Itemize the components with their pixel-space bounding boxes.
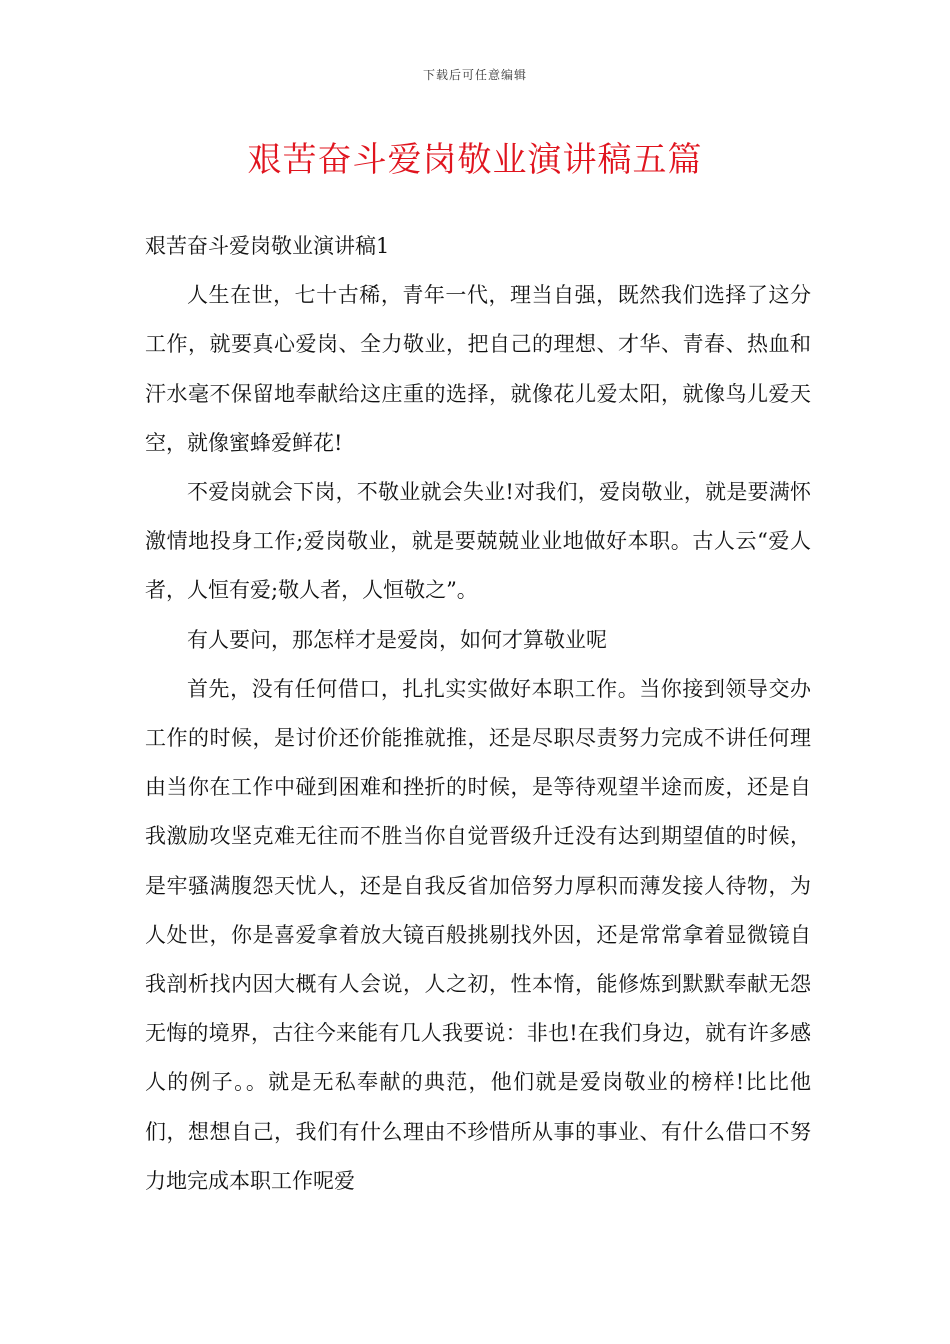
paragraph: 人生在世，七十古稀，青年一代，理当自强，既然我们选择了这分工作，就要真心爱岗、全力敬业，把自己的理想、才华、青春、热血和汗水毫不保留地奉献给这庄重的选择，就像花儿爱太阳，就像鸟儿爱天空，就像蜜蜂爱鲜花!: [145, 283, 811, 455]
header-note: 下载后可任意编辑: [422, 68, 527, 82]
paragraph: 首先，没有任何借口，扎扎实实做好本职工作。当你接到领导交办工作的时候，是讨价还价能推就推，还是尽职尽责努力完成不讲任何理由当你在工作中碰到困难和挫折的时候，是等待观望半途而废，还是自我激励攻坚克难无往而不胜当你自觉晋级升迁没有达到期望值的时候，是牢骚满腹怨天忧人，还是自我反省加倍努力厚积而薄发接人待物，为人处世，你是喜爱拿着放大镜百般挑剔找外因，还是常常拿着显微镜自我剖析找内因大概有人会说，人之初，性本惰，能修炼到默默奉献无怨无悔的境界，古往今来能有几人我要说：非也!在我们身边，就有许多感人的例子。。就是无私奉献的典范，他们就是爱岗敬业的榜样!比比他们，想想自己，我们有什么理由不珍惜所从事的事业、有什么借口不努力地完成本职工作呢爱: [145, 676, 811, 1193]
section-heading: 艰苦奋斗爱岗敬业演讲稿1: [145, 234, 390, 258]
document-title: 艰苦奋斗爱岗敬业演讲稿五篇: [247, 140, 703, 180]
document-body: [145, 222, 811, 1206]
paragraph: 不爱岗就会下岗，不敬业就会失业!对我们，爱岗敬业，就是要满怀激情地投身工作;爱岗敬业，就是要兢兢业业地做好本职。古人云“爱人者，人恒有爱;敬人者，人恒敬之”。: [145, 480, 811, 603]
paragraph: 有人要问，那怎样才是爱岗，如何才算敬业呢: [187, 627, 607, 652]
